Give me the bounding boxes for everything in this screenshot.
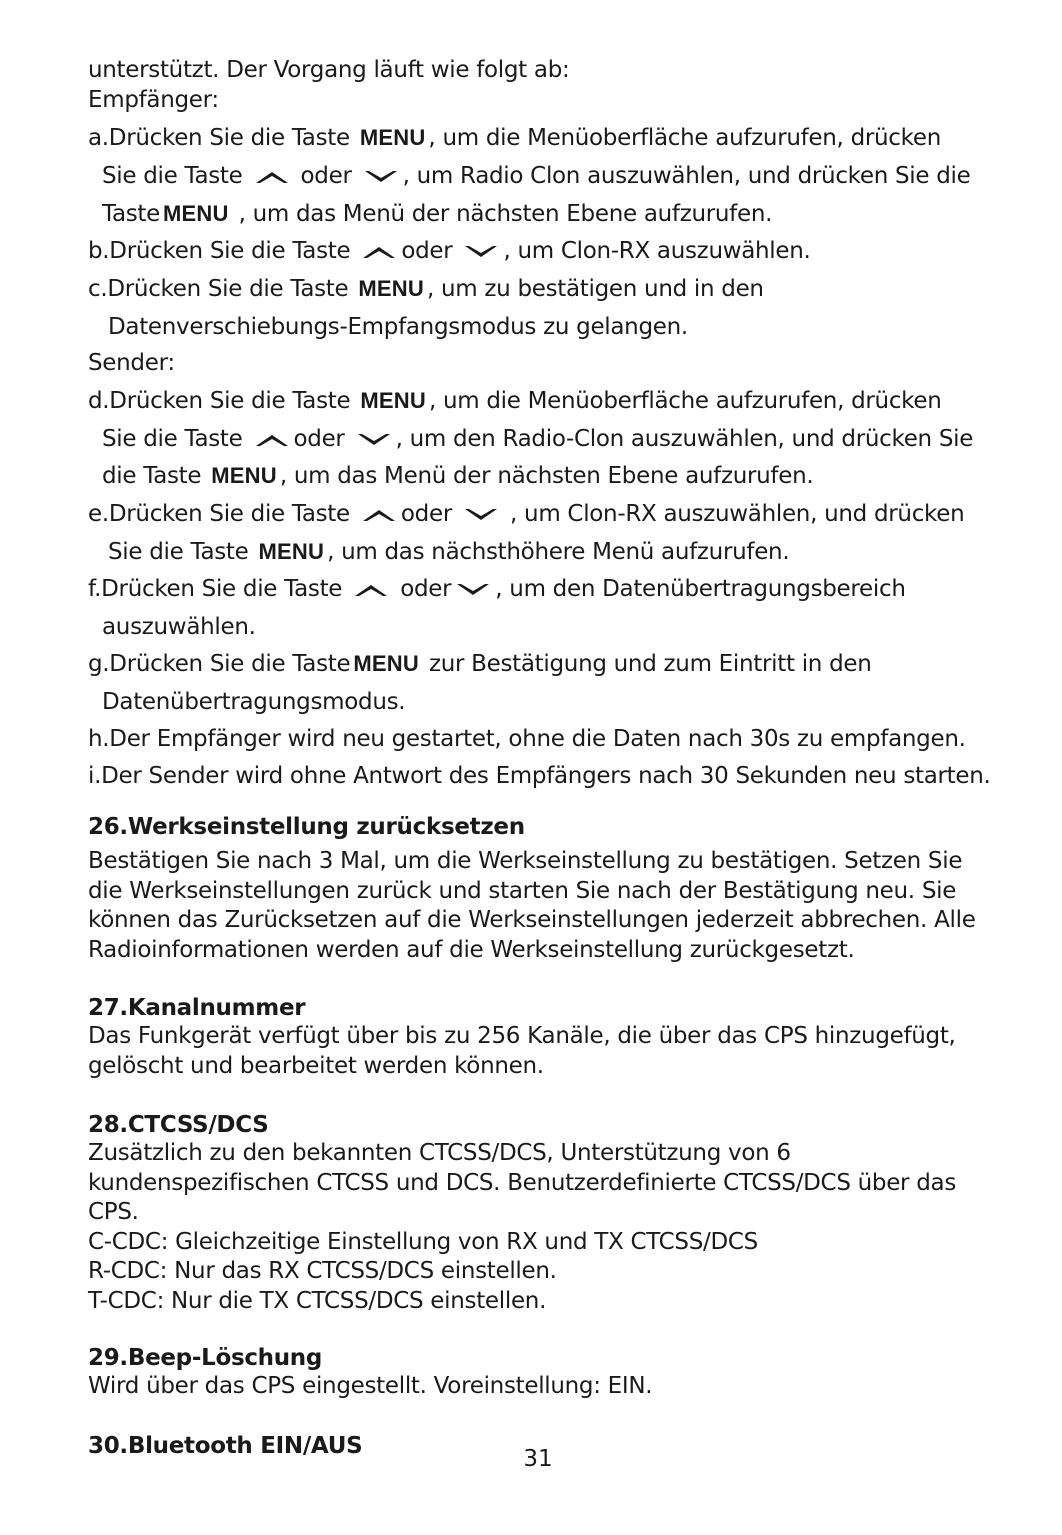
chevron-down-icon — [356, 432, 392, 448]
menu-key-label: MENU — [353, 651, 419, 676]
step-d-line1: d.Drücken Sie die Taste MENU , um die Menüoberfläche aufzurufen, drücken — [88, 388, 942, 414]
section-28-body: Zusätzlich zu den bekannten CTCSS/DCS, Unterstützung von 6 kundenspezifischen CTCSS und DCS. Benutzerdefinierte CTCSS/DCS über das CPS. C-CDC: Gleichzeitige Einstellung von RX und TX CTCSS/DCS R-CDC: Nur das RX CTCSS/DCS einstellen. T-CDC: Nur die TX CTCSS/DCS einstellen. — [88, 1140, 956, 1314]
step-d-line3: die Taste MENU , um das Menü der nächsten Ebene aufzurufen. — [102, 463, 814, 489]
chevron-up-icon — [254, 169, 290, 185]
step-a-line1: a.Drücken Sie die Taste MENU , um die Menüoberfläche aufzurufen, drücken — [88, 125, 941, 151]
menu-key-label: MENU — [358, 276, 424, 301]
step-f-line2: auszuwählen. — [102, 614, 256, 640]
menu-key-label: MENU — [360, 388, 426, 413]
chevron-down-icon — [463, 244, 499, 260]
step-b-line1: b.Drücken Sie die Taste oder , um Clon-RX auszuwählen. — [88, 238, 811, 264]
step-e-line1: e.Drücken Sie die Taste oder , um Clon-RX auszuwählen, und drücken — [88, 501, 965, 527]
chevron-up-icon — [254, 432, 290, 448]
step-a-line3: Taste MENU , um das Menü der nächsten Ebene aufzurufen. — [102, 201, 773, 227]
section-30-title: 30.Bluetooth EIN/AUS — [88, 1433, 363, 1459]
chevron-up-icon — [353, 582, 389, 598]
menu-key-label: MENU — [163, 201, 229, 226]
section-26-body: Bestätigen Sie nach 3 Mal, um die Werkseinstellung zu bestätigen. Setzen Sie die Werkseinstellungen zurück und starten Sie nach der Bestätigung neu. Sie können das Zurücksetzen auf die Werkseinstellungen jederzeit abbrechen. Alle Radioinformationen werden auf die Werkseinstellung zurückgesetzt. — [88, 848, 976, 963]
step-d-line2: Sie die Taste oder , um den Radio-Clon auszuwählen, und drücken Sie — [102, 426, 974, 452]
sender-label: Sender: — [88, 350, 175, 376]
step-i-line: i.Der Sender wird ohne Antwort des Empfängers nach 30 Sekunden neu starten. — [88, 763, 991, 789]
step-c-line2: Datenverschiebungs-Empfangsmodus zu gelangen. — [108, 314, 688, 340]
menu-key-label: MENU — [359, 125, 426, 150]
section-29-title: 29.Beep-Löschung — [88, 1345, 323, 1371]
step-h-line: h.Der Empfänger wird neu gestartet, ohne die Daten nach 30s zu empfangen. — [88, 726, 966, 752]
step-g-line2: Datenübertragungsmodus. — [102, 689, 406, 715]
page-number: 31 — [523, 1446, 553, 1472]
section-26-title: 26.Werkseinstellung zurücksetzen — [88, 814, 525, 840]
step-g-line1: g.Drücken Sie die Taste MENU zur Bestätigung und zum Eintritt in den — [88, 651, 872, 677]
step-a-line2: Sie die Taste oder , um Radio Clon auszuwählen, und drücken Sie die — [102, 163, 971, 189]
chevron-up-icon — [361, 507, 397, 523]
chevron-down-icon — [455, 582, 491, 598]
section-27-body: Das Funkgerät verfügt über bis zu 256 Kanäle, die über das CPS hinzugefügt, gelöscht und bearbeitet werden können. — [88, 1023, 956, 1079]
step-e-line2: Sie die Taste MENU , um das nächsthöhere Menü aufzurufen. — [108, 539, 790, 565]
menu-key-label: MENU — [258, 539, 325, 564]
section-29-body: Wird über das CPS eingestellt. Voreinstellung: EIN. — [88, 1373, 653, 1399]
chevron-down-icon — [363, 169, 399, 185]
chevron-down-icon — [463, 507, 499, 523]
intro-text: unterstützt. Der Vorgang läuft wie folgt ab: — [88, 57, 570, 83]
step-c-line1: c.Drücken Sie die Taste MENU , um zu bestätigen und in den — [88, 276, 764, 302]
menu-key-label: MENU — [211, 463, 277, 488]
section-27-title: 27.Kanalnummer — [88, 995, 306, 1021]
step-f-line1: f.Drücken Sie die Taste oder , um den Datenübertragungsbereich — [88, 576, 906, 602]
section-28-title: 28.CTCSS/DCS — [88, 1112, 269, 1138]
chevron-up-icon — [361, 244, 397, 260]
receiver-label: Empfänger: — [88, 87, 219, 113]
